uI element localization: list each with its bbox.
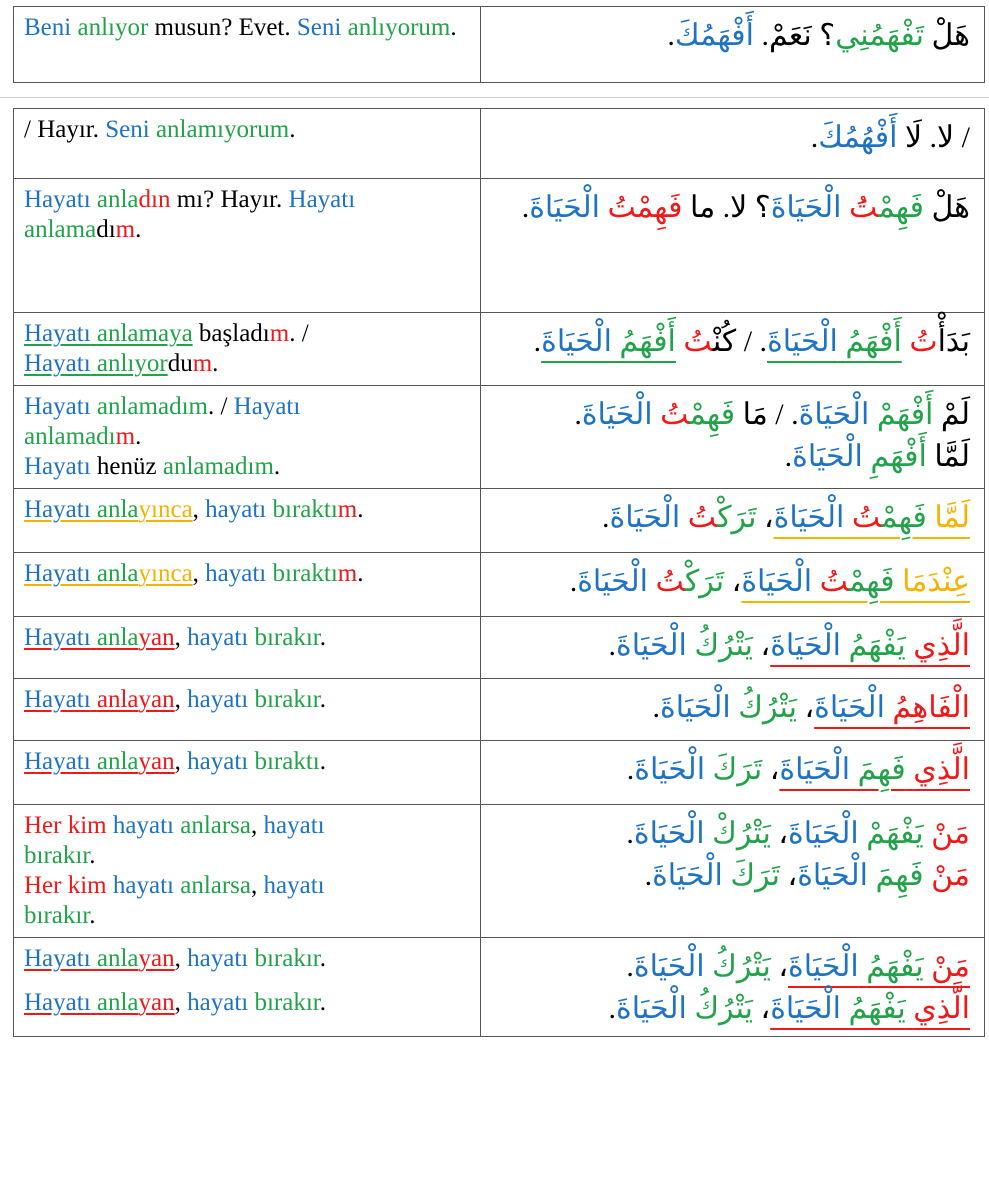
arabic-word: لَمْ xyxy=(933,398,970,431)
turkish-word: , xyxy=(251,872,264,899)
arabic-word: أَفْهُمُكَ xyxy=(818,121,898,154)
arabic-word: الْحَيَاةَ xyxy=(792,440,863,473)
turkish-line xyxy=(24,871,470,901)
turkish-word: yan xyxy=(138,624,175,651)
arabic-cell xyxy=(481,679,985,741)
arabic-word: الْحَيَاةَ xyxy=(633,817,705,850)
turkish-word: bırakır xyxy=(254,945,320,972)
arabic-word: أَفْهَمِ xyxy=(870,440,927,473)
arabic-word xyxy=(924,817,932,850)
turkish-word: başladı xyxy=(192,320,270,347)
turkish-word: . xyxy=(89,842,96,869)
arabic-word: . xyxy=(533,325,542,358)
turkish-word: anlamaya xyxy=(96,320,193,347)
arabic-word xyxy=(850,753,858,786)
turkish-word: Beni xyxy=(24,14,72,41)
arabic-word: . xyxy=(602,501,610,534)
arabic-word xyxy=(869,398,877,431)
arabic-word: مَنْ xyxy=(931,817,970,850)
arabic-word: ، xyxy=(770,950,788,983)
arabic-word xyxy=(705,817,713,850)
table-row xyxy=(14,679,985,741)
turkish-word: . xyxy=(135,423,142,450)
arabic-word: . xyxy=(608,629,617,662)
turkish-cell xyxy=(14,489,481,553)
turkish-word: . xyxy=(450,14,457,41)
turkish-word: , xyxy=(174,945,188,972)
arabic-word: . / مَا xyxy=(735,398,799,431)
arabic-word: تَرَكَ xyxy=(730,859,780,892)
turkish-word: Her kim xyxy=(24,872,107,899)
arabic-line xyxy=(491,813,970,855)
arabic-cell xyxy=(481,179,985,313)
arabic-word: يَفْهَمُ xyxy=(866,950,924,983)
turkish-word: , xyxy=(192,560,206,587)
arabic-word: ، xyxy=(796,691,815,724)
arabic-word: ؟ نَعَمْ. xyxy=(753,19,836,52)
turkish-word: hayatı xyxy=(187,989,249,1016)
turkish-word: anlamadım xyxy=(96,393,208,420)
arabic-word: ، xyxy=(762,753,780,786)
arabic-word: الَّذِي xyxy=(913,753,970,786)
arabic-word: ، xyxy=(753,992,771,1025)
arabic-word: أَفْهَمُ xyxy=(619,325,676,358)
arabic-word: الْحَيَاةَ xyxy=(541,325,612,358)
turkish-cell xyxy=(14,741,481,805)
turkish-line xyxy=(24,495,470,525)
arabic-word: فَهِمْ xyxy=(849,565,895,598)
turkish-word: . xyxy=(357,496,364,523)
turkish-word: bırakır xyxy=(24,842,90,869)
turkish-cell xyxy=(14,805,481,938)
turkish-line xyxy=(24,623,470,653)
turkish-line xyxy=(24,185,470,245)
table-row xyxy=(14,489,985,553)
turkish-word: anla xyxy=(96,748,139,775)
arabic-word: . xyxy=(608,992,617,1025)
arabic-word: تُ xyxy=(655,565,685,598)
arabic-word: الْحَيَاةَ xyxy=(581,398,653,431)
turkish-line xyxy=(24,559,470,589)
table-row xyxy=(14,179,985,313)
arabic-word: . xyxy=(626,817,634,850)
turkish-cell xyxy=(14,7,481,83)
turkish-word: bıraktı xyxy=(272,496,338,523)
arabic-word: الْحَيَاةَ xyxy=(798,398,870,431)
turkish-cell xyxy=(14,386,481,489)
arabic-word xyxy=(924,859,932,892)
turkish-word: Hayatı xyxy=(24,686,91,713)
arabic-word: تَفْهَمُنِي xyxy=(835,19,924,52)
turkish-word: Hayatı xyxy=(24,989,91,1016)
turkish-word: anla xyxy=(96,686,139,713)
arabic-word: تُ xyxy=(687,501,718,534)
turkish-word: m xyxy=(115,216,136,243)
turkish-cell xyxy=(14,679,481,741)
arabic-word: الْفَاهِمُ xyxy=(892,691,970,724)
turkish-word: anla xyxy=(96,496,139,523)
turkish-word: bırakır xyxy=(24,902,90,929)
turkish-word: , xyxy=(174,686,188,713)
turkish-word: Hayatı xyxy=(24,186,91,213)
turkish-cell xyxy=(14,313,481,386)
turkish-line xyxy=(24,392,470,422)
turkish-line xyxy=(24,319,470,349)
arabic-word xyxy=(812,565,820,598)
arabic-word: ؟ لا. ما xyxy=(682,191,771,224)
turkish-word: . xyxy=(319,989,326,1016)
table-row xyxy=(14,7,985,83)
arabic-word xyxy=(895,565,903,598)
turkish-word: anla xyxy=(96,989,139,1016)
arabic-line xyxy=(491,436,970,478)
turkish-word: . / xyxy=(289,320,309,347)
arabic-word: . xyxy=(784,440,793,473)
arabic-word: ، xyxy=(770,817,788,850)
arabic-word: فَهِمَ xyxy=(875,859,924,892)
turkish-word: dın xyxy=(138,186,171,213)
arabic-word: يَتْرُكُ xyxy=(738,691,797,724)
turkish-word: m xyxy=(337,560,358,587)
arabic-cell xyxy=(481,313,985,386)
arabic-word: هَلْ xyxy=(923,19,970,52)
turkish-word: Hayatı xyxy=(24,320,91,347)
turkish-cell xyxy=(14,109,481,179)
turkish-word: anlıyorum xyxy=(347,14,451,41)
turkish-word: . xyxy=(212,350,219,377)
arabic-word: الْحَيَاةَ xyxy=(577,565,648,598)
turkish-word: , xyxy=(174,624,188,651)
turkish-word: Hayatı xyxy=(233,393,301,420)
turkish-line xyxy=(24,901,470,931)
turkish-line xyxy=(24,115,470,145)
turkish-line xyxy=(24,747,470,777)
table-row xyxy=(14,386,985,489)
arabic-word: الْحَيَاةَ xyxy=(770,992,841,1025)
arabic-cell xyxy=(481,109,985,179)
turkish-word: . xyxy=(89,902,96,929)
arabic-word: ، xyxy=(756,501,774,534)
turkish-word: yınca xyxy=(138,560,193,587)
arabic-word: الْحَيَاةَ xyxy=(788,817,859,850)
arabic-cell xyxy=(481,741,985,805)
arabic-word: ، xyxy=(753,629,771,662)
turkish-word: . xyxy=(319,624,326,651)
turkish-word: Hayatı xyxy=(24,453,91,480)
turkish-word: yan xyxy=(138,989,175,1016)
arabic-line xyxy=(491,855,970,897)
arabic-word: . xyxy=(521,191,530,224)
arabic-word: الْحَيَاةَ xyxy=(797,859,868,892)
arabic-word: يَفْهَمْ xyxy=(866,817,924,850)
turkish-cell xyxy=(14,553,481,617)
arabic-word: الْحَيَاةَ xyxy=(814,691,885,724)
turkish-word: anla xyxy=(96,560,139,587)
turkish-word: . xyxy=(273,453,281,480)
arabic-word: تَ xyxy=(848,191,879,224)
arabic-line xyxy=(491,561,970,603)
turkish-word: hayatı xyxy=(187,624,249,651)
arabic-line xyxy=(491,687,970,729)
arabic-word: الْحَيَاةَ xyxy=(634,753,706,786)
arabic-word: . xyxy=(810,121,819,154)
turkish-word: anlama xyxy=(24,216,97,243)
turkish-line xyxy=(24,988,470,1018)
arabic-cell xyxy=(481,386,985,489)
arabic-line xyxy=(491,321,970,363)
turkish-word: anla xyxy=(96,624,139,651)
table-row xyxy=(14,617,985,679)
arabic-word: الْحَيَاةَ xyxy=(773,501,845,534)
turkish-cell xyxy=(14,617,481,679)
table-row xyxy=(14,805,985,938)
turkish-word: . xyxy=(357,560,364,587)
turkish-word: dı xyxy=(96,216,116,243)
turkish-word: Hayatı xyxy=(24,393,91,420)
arabic-word: الْحَيَاةَ xyxy=(609,501,681,534)
turkish-word: , xyxy=(251,812,264,839)
turkish-word: Seni xyxy=(296,14,342,41)
arabic-word xyxy=(680,501,688,534)
arabic-word: أَفْهَمْ xyxy=(876,398,934,431)
arabic-line xyxy=(491,15,970,57)
turkish-line xyxy=(24,452,470,482)
turkish-word: yınca xyxy=(138,496,193,523)
turkish-word: yan xyxy=(138,945,175,972)
turkish-word: anla xyxy=(96,186,139,213)
arabic-word: تَرَكْ xyxy=(717,501,757,534)
turkish-line xyxy=(24,944,470,974)
turkish-word: , xyxy=(174,989,188,1016)
arabic-word: الْحَيَاةَ xyxy=(616,629,687,662)
turkish-word: . xyxy=(135,216,142,243)
arabic-word: الَّذِي xyxy=(913,992,970,1025)
arabic-word: فَهِمْتُ xyxy=(607,191,683,224)
arabic-cell xyxy=(481,489,985,553)
arabic-word: عِنْدَمَا xyxy=(902,565,970,598)
arabic-line xyxy=(491,625,970,667)
arabic-word: . / xyxy=(736,325,768,358)
arabic-word: تُ xyxy=(683,325,713,358)
turkish-word: bırakır xyxy=(254,624,320,651)
arabic-word: تُ xyxy=(851,501,882,534)
arabic-word: تَرَكَ xyxy=(712,753,763,786)
arabic-word: / لا. لَا xyxy=(897,121,970,154)
arabic-line xyxy=(491,497,970,539)
arabic-word: مَنْ xyxy=(931,859,970,892)
arabic-word: يَفْهَمُ xyxy=(848,992,906,1025)
arabic-word: الْحَيَاةَ xyxy=(767,325,838,358)
turkish-word: anlamıyorum xyxy=(155,116,290,143)
table-row xyxy=(14,741,985,805)
arabic-line xyxy=(491,988,970,1030)
arabic-cell xyxy=(481,7,985,83)
turkish-line xyxy=(24,13,470,43)
arabic-word: الْحَيَاةَ xyxy=(741,565,813,598)
table-main xyxy=(13,108,985,1037)
turkish-word: Hayatı xyxy=(24,748,91,775)
arabic-cell xyxy=(481,617,985,679)
table-row xyxy=(14,553,985,617)
arabic-word: كُنْ xyxy=(712,325,737,358)
turkish-line xyxy=(24,974,470,988)
turkish-cell xyxy=(14,938,481,1037)
page-separator xyxy=(0,97,989,98)
turkish-word: bırakır xyxy=(254,686,320,713)
arabic-word xyxy=(705,950,713,983)
arabic-word: يَتْرُكُ xyxy=(694,629,753,662)
turkish-word: hayatı xyxy=(112,872,174,899)
arabic-word xyxy=(844,501,852,534)
turkish-word: hayatı xyxy=(187,945,249,972)
arabic-word: لَمَّا xyxy=(934,501,970,534)
arabic-word: . xyxy=(626,753,635,786)
arabic-word: فَهِمْ xyxy=(878,191,924,224)
turkish-word: henüz xyxy=(90,453,163,480)
arabic-word: تُ xyxy=(819,565,850,598)
table-row xyxy=(14,938,985,1037)
arabic-word: تُ xyxy=(909,325,938,358)
turkish-word: yan xyxy=(138,686,175,713)
turkish-word: yan xyxy=(138,748,175,775)
turkish-word: m xyxy=(337,496,358,523)
arabic-word: تُ xyxy=(660,398,690,431)
turkish-word: m xyxy=(115,423,136,450)
arabic-word: ، xyxy=(780,859,798,892)
arabic-word: . xyxy=(667,19,675,52)
arabic-word: . xyxy=(574,398,582,431)
arabic-cell xyxy=(481,938,985,1037)
turkish-word: anlarsa xyxy=(180,872,252,899)
arabic-word: يَتْرُكُ xyxy=(712,950,771,983)
turkish-word: mı? Hayır. xyxy=(170,186,289,213)
turkish-word: hayatı xyxy=(263,872,325,899)
arabic-word: فَهِمْ xyxy=(689,398,736,431)
table-row xyxy=(14,313,985,386)
arabic-word: ُ xyxy=(841,191,849,224)
arabic-word: . xyxy=(652,691,661,724)
arabic-word: مَنْ xyxy=(931,950,970,983)
turkish-word: bıraktı xyxy=(254,748,320,775)
turkish-word: hayatı xyxy=(187,686,249,713)
turkish-word: Hayatı xyxy=(24,945,91,972)
arabic-line xyxy=(491,946,970,988)
turkish-word: hayatı xyxy=(205,560,267,587)
arabic-word: . xyxy=(626,950,634,983)
turkish-word: . xyxy=(319,945,326,972)
turkish-line xyxy=(24,841,470,871)
arabic-line xyxy=(491,187,970,229)
turkish-word: m xyxy=(269,320,290,347)
arabic-word: الْحَيَاةَ xyxy=(779,753,851,786)
turkish-word: hayatı xyxy=(187,748,249,775)
turkish-word: . xyxy=(289,116,296,143)
arabic-word xyxy=(924,950,932,983)
turkish-word: Hayatı xyxy=(24,350,91,377)
arabic-word: تَرَكْ xyxy=(684,565,725,598)
arabic-word: الْحَيَاةَ xyxy=(660,691,731,724)
table-row xyxy=(14,109,985,179)
arabic-word: هَلْ xyxy=(923,191,970,224)
turkish-cell xyxy=(14,179,481,313)
turkish-line xyxy=(24,685,470,715)
turkish-line xyxy=(24,422,470,452)
arabic-word: يَتْرُكْ xyxy=(712,817,771,850)
arabic-word xyxy=(705,753,713,786)
arabic-word xyxy=(653,398,661,431)
turkish-word: musun? Evet. xyxy=(148,14,297,41)
arabic-line xyxy=(491,394,970,436)
arabic-word: الْحَيَاةَ xyxy=(788,950,859,983)
turkish-word: m xyxy=(192,350,213,377)
turkish-word: anlıyor xyxy=(77,14,149,41)
turkish-word: / Hayır. xyxy=(24,116,106,143)
table-top xyxy=(13,6,985,83)
turkish-word: anlamadım xyxy=(162,453,274,480)
turkish-word: . / xyxy=(207,393,234,420)
arabic-word: الْحَيَاةَ xyxy=(652,859,723,892)
turkish-line xyxy=(24,349,470,379)
turkish-word: anla xyxy=(96,945,139,972)
turkish-word: Hayatı xyxy=(24,624,91,651)
turkish-word: Hayatı xyxy=(24,496,91,523)
turkish-word: bırakır xyxy=(254,989,320,1016)
arabic-word: الْحَيَاةَ xyxy=(529,191,600,224)
turkish-word: du xyxy=(167,350,193,377)
turkish-word: Hayatı xyxy=(24,560,91,587)
arabic-word: أَفْهَمُكَ xyxy=(674,19,754,52)
arabic-word: الْحَيَاةَ xyxy=(770,191,842,224)
turkish-word: . xyxy=(319,748,326,775)
arabic-cell xyxy=(481,805,985,938)
turkish-line xyxy=(24,811,470,841)
arabic-word: . xyxy=(569,565,578,598)
turkish-word: hayatı xyxy=(263,812,325,839)
turkish-word: anlıyor xyxy=(96,350,168,377)
turkish-word: anlamadı xyxy=(24,423,116,450)
turkish-word: hayatı xyxy=(112,812,174,839)
turkish-word: , xyxy=(192,496,206,523)
turkish-word: anlarsa xyxy=(180,812,252,839)
arabic-word: يَتْرُكُ xyxy=(694,992,753,1025)
arabic-line xyxy=(491,117,970,159)
arabic-word: بَدَأْ xyxy=(937,325,970,358)
turkish-word: Hayatı xyxy=(288,186,356,213)
turkish-word: Her kim xyxy=(24,812,107,839)
turkish-word: hayatı xyxy=(205,496,267,523)
arabic-word: الْحَيَاةَ xyxy=(616,992,687,1025)
turkish-word: , xyxy=(174,748,188,775)
turkish-word: Seni xyxy=(105,116,150,143)
arabic-word: يَفْهَمُ xyxy=(848,629,906,662)
turkish-word: bıraktı xyxy=(272,560,338,587)
arabic-line xyxy=(491,749,970,791)
arabic-word: لَمَّا xyxy=(926,440,970,473)
arabic-word: فَهِمَ xyxy=(857,753,906,786)
arabic-word: ، xyxy=(724,565,742,598)
arabic-cell xyxy=(481,553,985,617)
turkish-word: . xyxy=(319,686,326,713)
arabic-word: الْحَيَاةَ xyxy=(633,950,705,983)
arabic-word: أَفْهَمُ xyxy=(845,325,902,358)
arabic-word: . xyxy=(644,859,653,892)
arabic-word: فَهِمْ xyxy=(881,501,927,534)
arabic-word: الْحَيَاةَ xyxy=(770,629,841,662)
arabic-word: الَّذِي xyxy=(913,629,970,662)
